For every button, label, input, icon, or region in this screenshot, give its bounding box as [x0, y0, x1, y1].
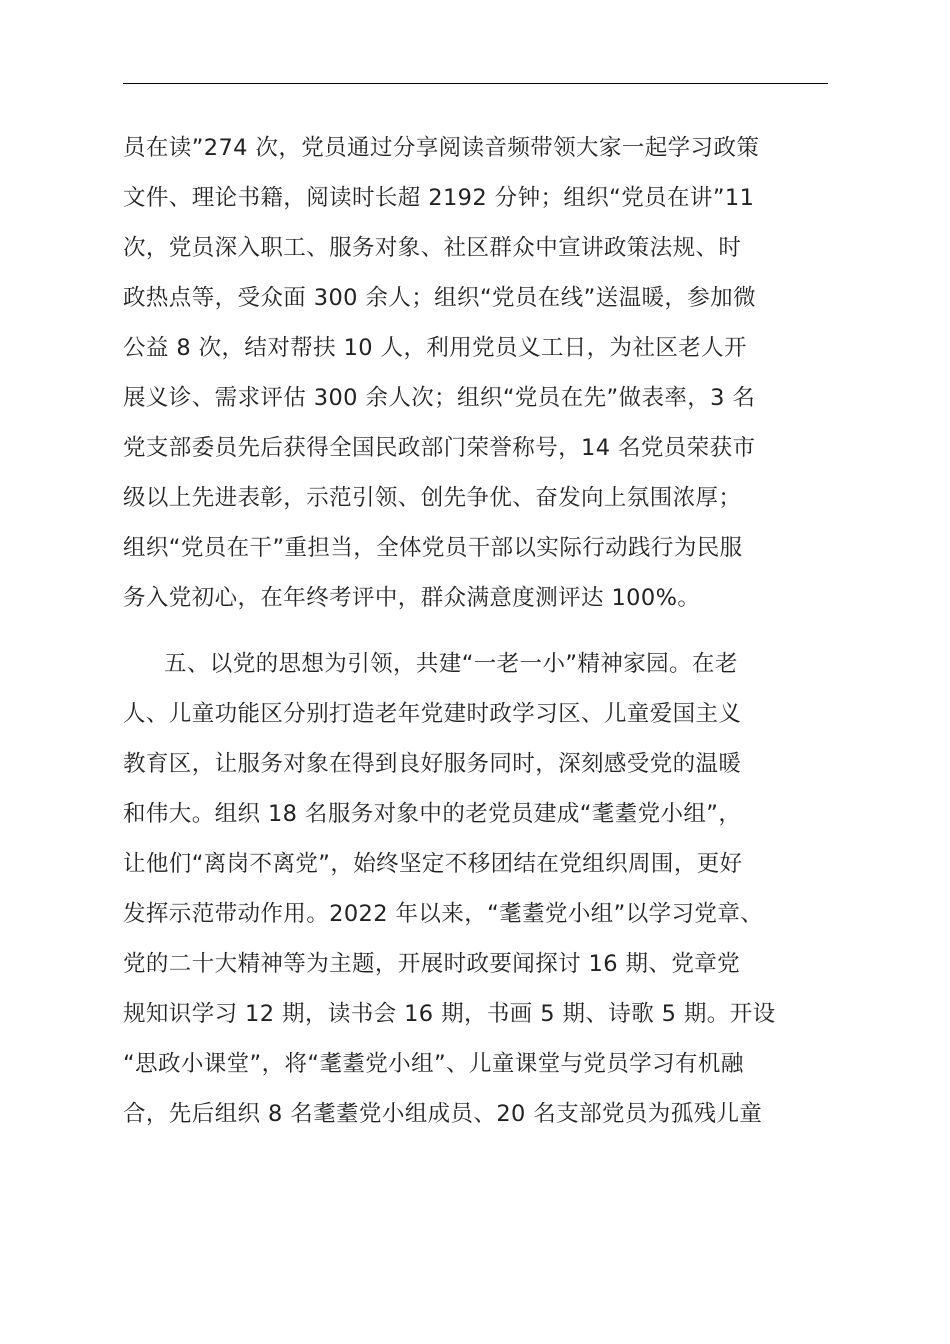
- text-line: 政热点等，受众面 300 余人；组织“党员在线”送温暖，参加微: [123, 285, 756, 311]
- text-line: 级以上先进表彰，示范引领、创先争优、奋发向上氛围浓厚；: [123, 485, 742, 511]
- text-line: “思政小课堂”，将“耄耋党小组”、儿童课堂与党员学习有机融: [123, 1051, 744, 1077]
- paragraph-gap: [123, 623, 831, 639]
- text-line: 合，先后组织 8 名耄耋党小组成员、20 名支部党员为孤残儿童: [123, 1101, 763, 1127]
- paragraph-2: [123, 639, 831, 1139]
- text-line: 展义诊、需求评估 300 余人次；组织“党员在先”做表率，3 名: [123, 385, 756, 411]
- text-line: 文件、理论书籍，阅读时长超 2192 分钟；组织“党员在讲”11: [123, 185, 755, 211]
- text-line: 发挥示范带动作用。2022 年以来，“耄耋党小组”以学习党章、: [123, 901, 764, 927]
- text-line: 公益 8 次，结对帮扶 10 人，利用党员义工日，为社区老人开: [123, 335, 747, 361]
- text-line: 和伟大。组织 18 名服务对象中的老党员建成“耄耋党小组”，: [123, 801, 742, 827]
- text-line: 人、儿童功能区分别打造老年党建时政学习区、儿童爱国主义: [123, 701, 742, 727]
- text-line: 组织“党员在干”重担当，全体党员干部以实际行动践行为民服: [123, 535, 743, 561]
- header-rule: [123, 83, 828, 84]
- text-line: 教育区，让服务对象在得到良好服务同时，深刻感受党的温暖: [123, 751, 742, 777]
- text-line: 务入党初心，在年终考评中，群众满意度测评达 100%。: [123, 585, 701, 611]
- paragraph-1: [123, 123, 831, 623]
- text-line: 党的二十大精神等为主题，开展时政要闻探讨 16 期、党章党: [123, 951, 741, 977]
- text-line: 规知识学习 12 期，读书会 16 期，书画 5 期、诗歌 5 期。开设: [123, 1001, 776, 1027]
- text-line: 党支部委员先后获得全国民政部门荣誉称号，14 名党员荣获市: [123, 435, 756, 461]
- text-line: 让他们“离岗不离党”，始终坚定不移团结在党组织周围，更好: [123, 851, 743, 877]
- body-text: [123, 123, 831, 1139]
- text-line: 五、以党的思想为引领，共建“一老一小”精神家园。在老: [164, 651, 738, 677]
- text-line: 员在读”274 次，党员通过分享阅读音频带领大家一起学习政策: [123, 135, 760, 161]
- text-line: 次，党员深入职工、服务对象、社区群众中宣讲政策法规、时: [123, 235, 742, 261]
